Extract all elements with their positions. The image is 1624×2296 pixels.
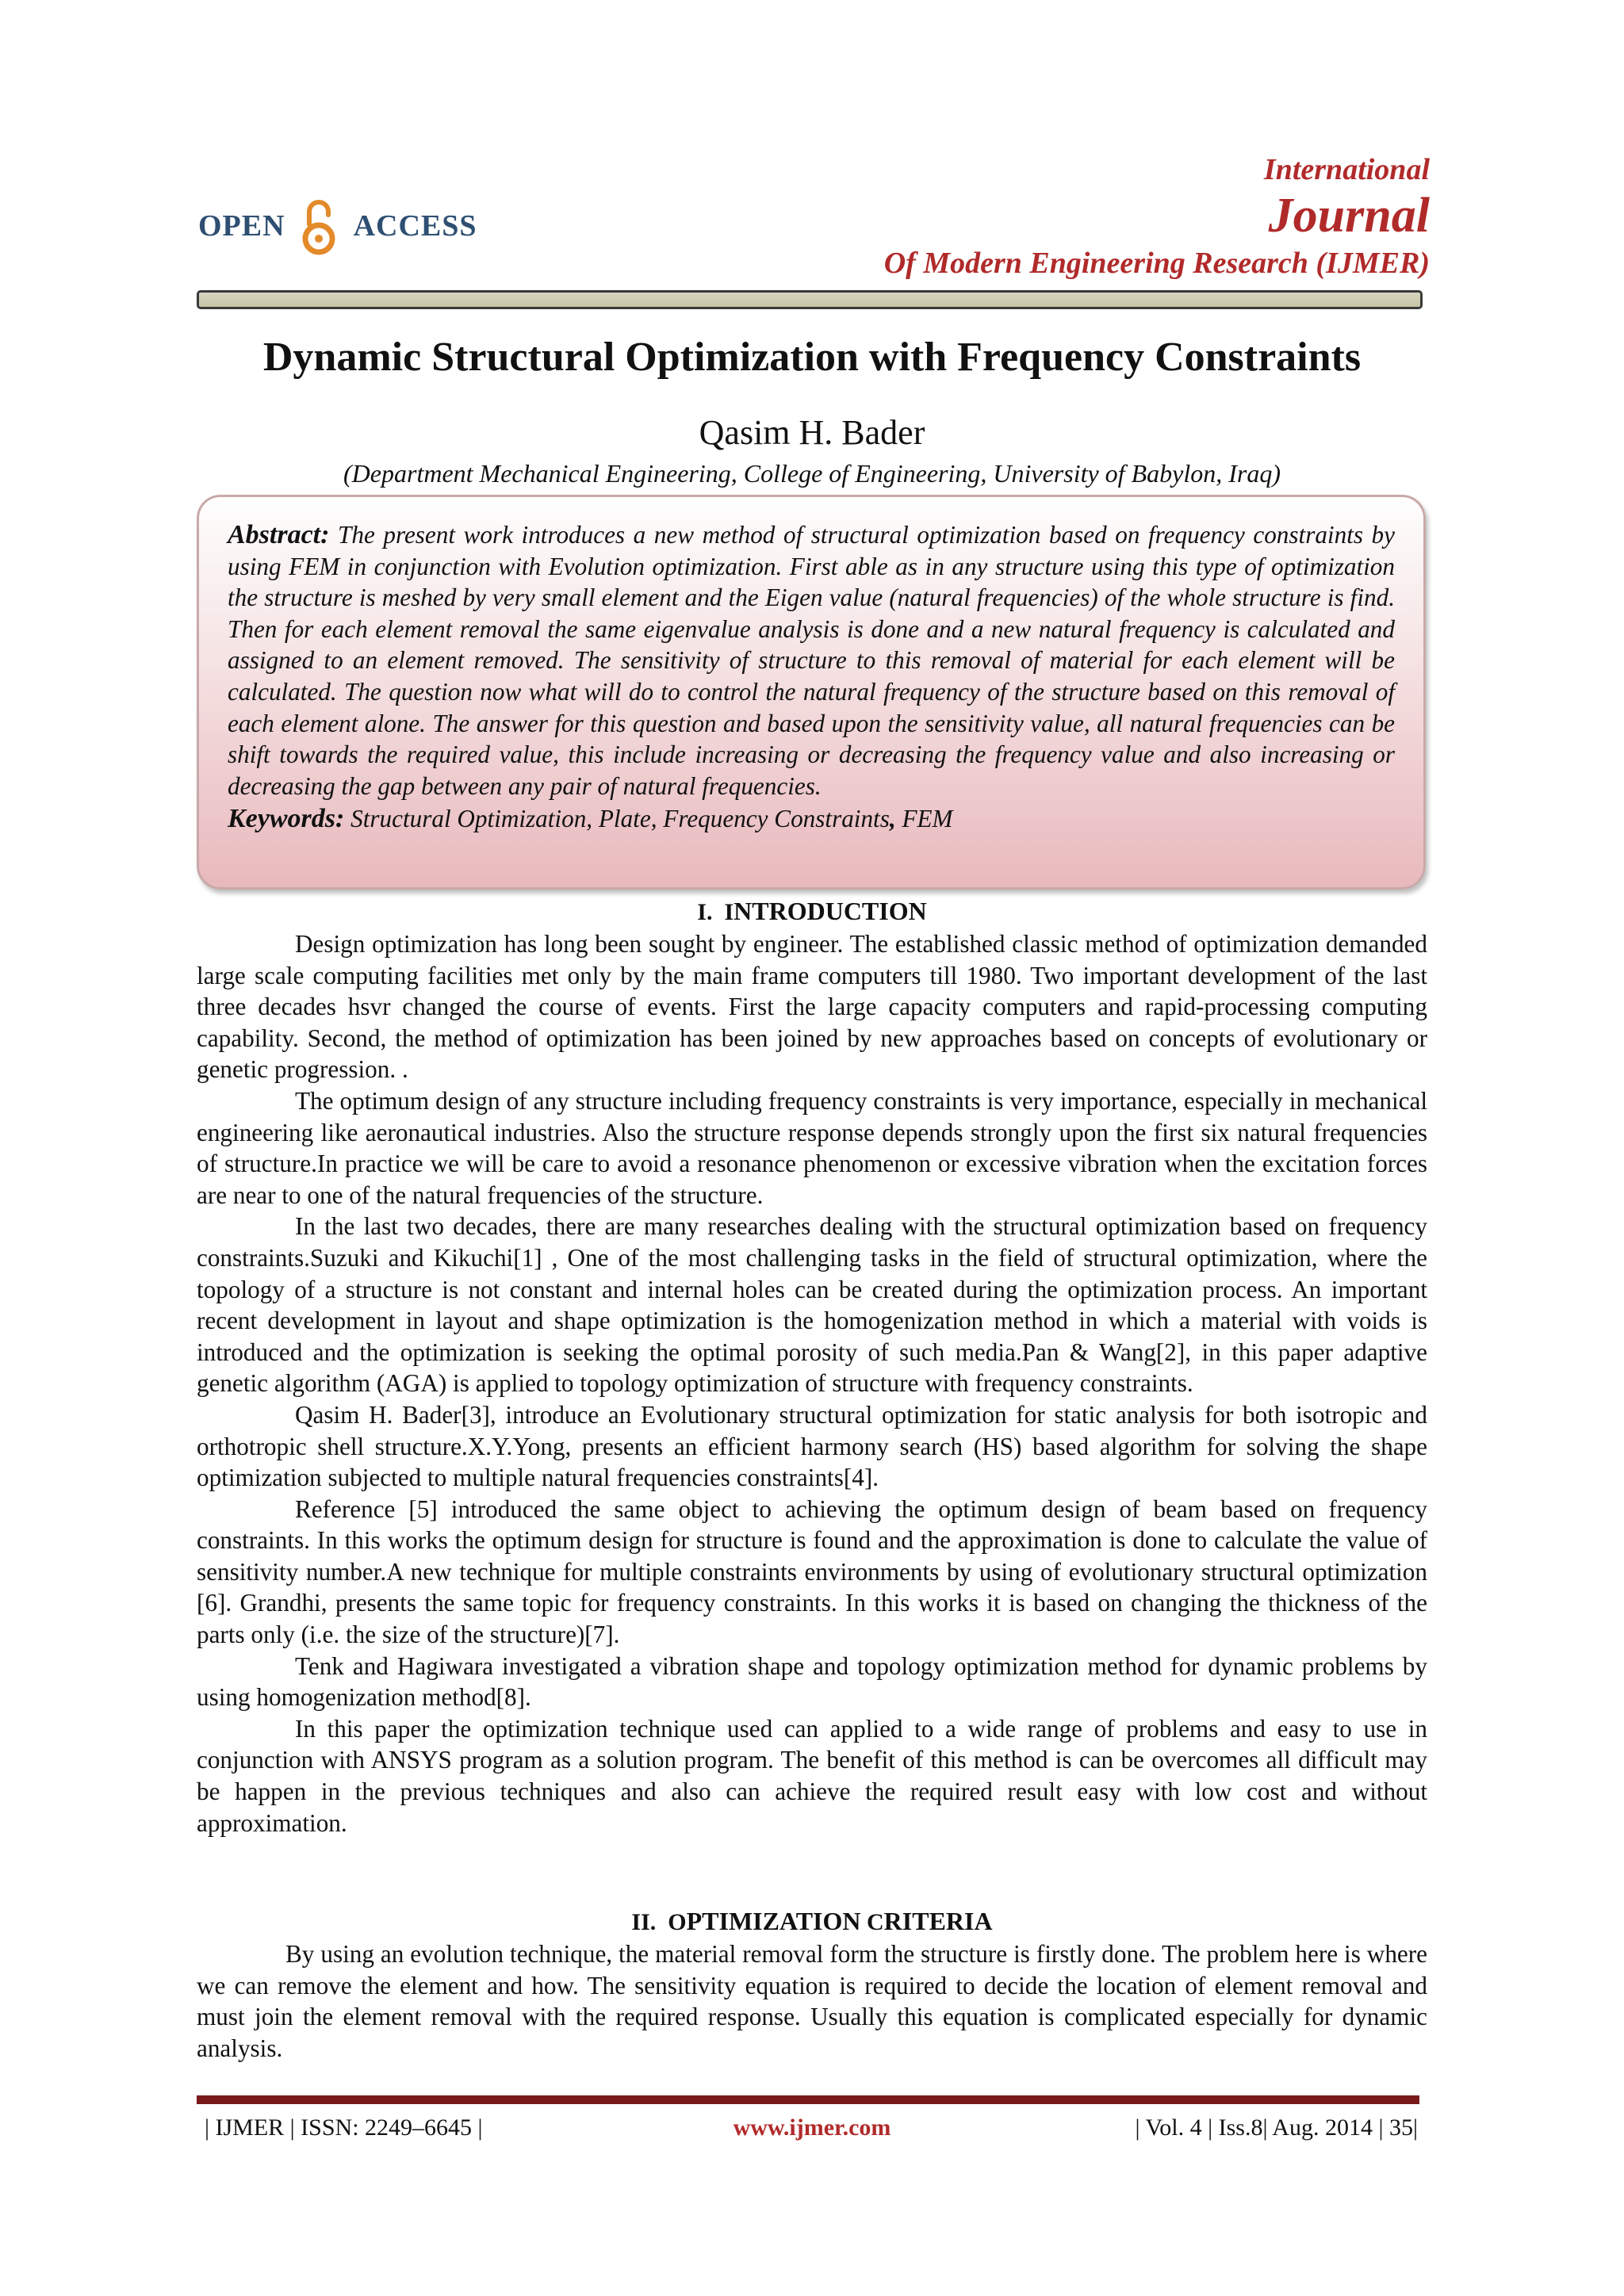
section-number: I. — [697, 899, 713, 925]
footer-rule — [197, 2095, 1419, 2104]
journal-line-name: Of Modern Engineering Research (IJMER) — [883, 247, 1430, 280]
header-divider-bar — [197, 290, 1423, 309]
section-heading-introduction — [0, 895, 1624, 928]
section-number: II. — [631, 1909, 657, 1935]
section-title-rest: RITERIA — [883, 1907, 993, 1935]
open-access-logo — [198, 194, 477, 258]
paragraph: In this paper the optimization technique used can applied to a wide range of problems and easy to use in conjunction with ANSYS program as a solution program. The benefit of this method is can be overcomes all difficult may be happen in the previous techniques and also can achieve the required result easy with low cost and without approximation. — [197, 1714, 1427, 1837]
optimization-criteria-body — [197, 1938, 1427, 2064]
abstract-box — [197, 495, 1426, 890]
footer-issn: | IJMER | ISSN: 2249–6645 | — [205, 2114, 483, 2141]
section-title-rest: PTIMIZATION — [686, 1907, 861, 1935]
keywords — [228, 803, 1395, 835]
footer-volume-page: | Vol. 4 | Iss.8| Aug. 2014 | 35| — [1135, 2114, 1418, 2141]
paragraph: Reference [5] introduced the same object to achieving the optimum design of beam based on frequency constraints. In this works the optimum design for structure is found and the approximation is done to calculate the value of sensitivity number.A new technique for multiple constraints environments by using of evolutionary structural optimization [6]. Grandhi, presents the same topic for frequency constraints. In this works it is based on changing the thickness of the parts only (i.e. the size of the structure)[7]. — [197, 1494, 1427, 1649]
keywords-text: Structural Optimization, Plate, Frequency Constraints — [350, 805, 890, 833]
keywords-separator: , — [889, 805, 896, 833]
journal-masthead — [884, 152, 1430, 282]
keywords-last: FEM — [902, 805, 953, 833]
paragraph: Design optimization has long been sought by engineer. The established classic method of optimization demanded large scale computing facilities met only by the main frame computers till 1980. Two important development of the last three decades hsvr changed the course of events. First the large capacity computers and rapid-processing computing capability. Second, the method of optimization has been joined by new approaches based on concepts of evolutionary or genetic progression. . — [197, 930, 1427, 1084]
section-title-rest: NTRODUCTION — [733, 897, 927, 925]
author-name: Qasim H. Bader — [699, 413, 925, 452]
section-heading-optimization-criteria — [0, 1905, 1624, 1938]
journal-line-journal: Journal — [1268, 189, 1430, 243]
open-access-right-text: ACCESS — [353, 209, 477, 243]
paragraph: In the last two decades, there are many researches dealing with the structural optimization based on frequency constraints.Suzuki and Kikuchi[1] , One of the most challenging tasks in the field of structural optimization, where the topology of a structure is not constant and internal holes can be created during the optimization process. An important recent development in layout and shape optimization is the homogenization method in which a material with voids is introduced and the optimization is seeking the optimal porosity of such media.Pan & Wang[2], in this paper adaptive genetic algorithm (AGA) is applied to topology optimization of structure with frequency constraints. — [197, 1212, 1427, 1398]
paper-title: Dynamic Structural Optimization with Frequency Constraints — [262, 335, 1362, 380]
open-access-left-text: OPEN — [198, 209, 285, 243]
section-title-initial: I — [724, 899, 734, 925]
section-title-initial: O — [668, 1909, 687, 1935]
paragraph: By using an evolution technique, the material removal form the structure is firstly done. The problem here is where we can remove the element and how. The sensitivity equation is required to decide the location of element removal and must join the element removal with the required response. Usually this equation is complicated especially for dynamic analysis. — [197, 1940, 1427, 2062]
abstract-label: Abstract: — [228, 520, 330, 549]
author-affiliation: (Department Mechanical Engineering, College of Engineering, University of Babylon, Iraq) — [343, 459, 1281, 488]
open-access-lock-icon — [301, 194, 336, 258]
paragraph: Tenk and Hagiwara investigated a vibration shape and topology optimization method for dynamic problems by using homogenization method[8]. — [197, 1651, 1427, 1712]
paragraph: The optimum design of any structure including frequency constraints is very importance, especially in mechanical engineering like aeronautical industries. Also the structure response depends strongly upon the first six natural frequencies of structure.In practice we will be care to avoid a resonance phenomenon or excessive vibration when the excitation forces are near to one of the natural frequencies of the structure. — [197, 1086, 1427, 1209]
introduction-body — [197, 928, 1427, 1839]
footer-website-link[interactable]: www.ijmer.com — [733, 2114, 891, 2141]
paragraph: Qasim H. Bader[3], introduce an Evolutionary structural optimization for static analysis for both isotropic and orthotropic shell structure.X.Y.Yong, presents an efficient harmony search (HS) based algorithm for solving the shape optimization subjected to multiple natural frequencies constraints[4]. — [197, 1400, 1427, 1492]
abstract — [228, 519, 1395, 802]
abstract-text: The present work introduces a new method of structural optimization based on frequency constraints by using FEM in conjunction with Evolution optimization. First able as in any structure using this type of optimization the structure is meshed by very small element and the Eigen value (natural frequencies) of the whole structure is find. Then for each element removal the same eigenvalue analysis is done and a new natural frequency is calculated and assigned to an element removed. The sensitivity of structure to this removal of material for each element will be calculated. The question now what will do to control the natural frequency of the structure based on this removal of each element alone. The answer for this question and based upon the sensitivity value, all natural frequencies can be shift towards the required value, this include increasing or decreasing the frequency value and also increasing or decreasing the gap between any pair of natural frequencies. — [228, 521, 1395, 800]
keywords-label: Keywords: — [228, 804, 345, 834]
section-title-initial: C — [866, 1909, 884, 1935]
journal-line-international: International — [1263, 153, 1430, 186]
